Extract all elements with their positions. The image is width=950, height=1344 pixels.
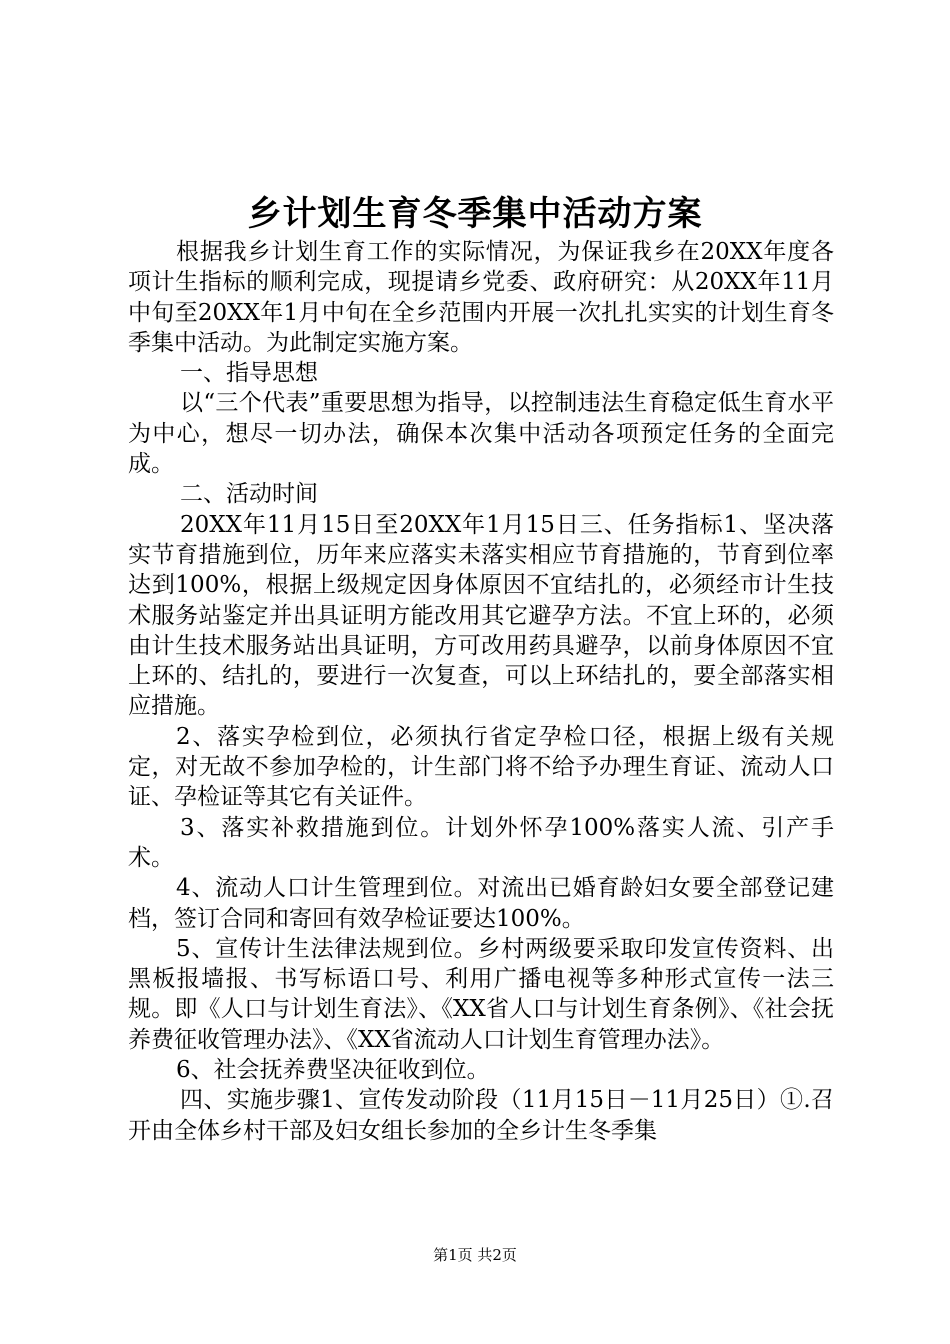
paragraph: 2、落实孕检到位，必须执行省定孕检口径，根据上级有关规定，对无故不参加孕检的，计生部门将不给予办理生育证、流动人口证、孕检证等其它有关证件。	[128, 723, 834, 811]
paragraph: 四、实施步骤1、宣传发动阶段（11月15日－11月25日）①.召开由全体乡村干部及妇女组长参加的全乡计生冬季集	[128, 1087, 834, 1144]
paragraph: 4、流动人口计生管理到位。对流出已婚育龄妇女要全部登记建档，签订合同和寄回有效孕检证要达100%。	[128, 875, 834, 932]
document-title: 乡计划生育冬季集中活动方案	[247, 194, 703, 234]
paragraph: 6、社会抚养费坚决征收到位。	[176, 1057, 490, 1084]
document-body	[128, 237, 834, 1146]
paragraph: 以“三个代表”重要思想为指导，以控制违法生育稳定低生育水平为中心，想尽一切办法，确保本次集中活动各项预定任务的全面完成。	[128, 390, 834, 478]
paragraph: 二、活动时间	[180, 481, 318, 508]
page-footer: 第1页 共2页	[433, 1246, 517, 1264]
paragraph: 5、宣传计生法律法规到位。乡村两级要采取印发宣传资料、出黑板报墙报、书写标语口号、利用广播电视等多种形式宣传一法三规。即《人口与计划生育法》、《XX省人口与计划生育条例》、《社会抚养费征收管理办法》、《XX省流动人口计划生育管理办法》。	[128, 935, 834, 1053]
paragraph: 一、指导思想	[180, 360, 318, 387]
paragraph: 20XX年11月15日至20XX年1月15日三、任务指标1、坚决落实节育措施到位，历年来应落实未落实相应节育措施的，节育到位率达到100%，根据上级规定因身体原因不宜结扎的，必须经市计生技术服务站鉴定并出具证明方能改用其它避孕方法。不宜上环的，必须由计生技术服务站出具证明，方可改用药具避孕，以前身体原因不宜上环的、结扎的，要进行一次复查，可以上环结扎的，要全部落实相应措施。	[128, 511, 834, 720]
paragraph: 3、落实补救措施到位。计划外怀孕100%落实人流、引产手术。	[128, 814, 834, 871]
paragraph: 根据我乡计划生育工作的实际情况，为保证我乡在20XX年度各项计生指标的顺利完成，现提请乡党委、政府研究：从20XX年11月中旬至20XX年1月中旬在全乡范围内开展一次扎扎实实的计划生育冬季集中活动。为此制定实施方案。	[128, 239, 834, 356]
